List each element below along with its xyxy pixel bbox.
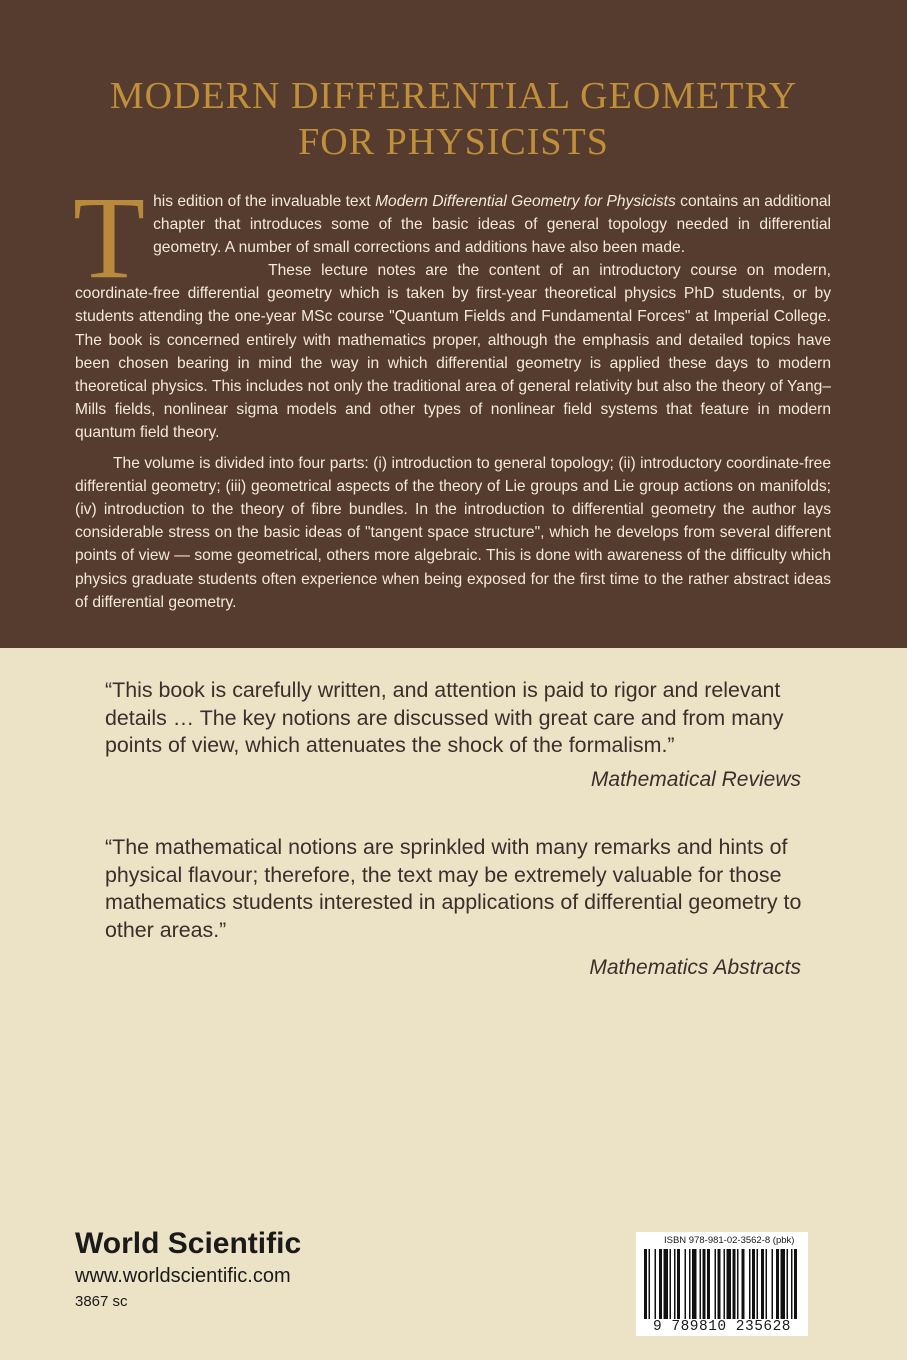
blurb-paragraph-1 <box>73 172 832 303</box>
product-code: 3867 sc <box>75 1293 128 1310</box>
barcode-box <box>636 1232 808 1336</box>
publisher-url: www.worldscientific.com <box>75 1265 291 1287</box>
blurb-p1-start: his edition of the invaluable text <box>153 193 376 210</box>
isbn-digits: 9 789810 235628 <box>652 1319 792 1335</box>
blurb-p1-end: contains an additional chapter that introduces some of the basic ideas of general topology needed in differential geometry. A number of small corrections and additions have also been made. <box>153 193 832 257</box>
blurb-book-title: Modern Differential Geometry for Physicists <box>375 193 676 210</box>
isbn-label: ISBN 978-981-02-3562-8 (pbk) <box>664 1235 795 1246</box>
blurb-paragraph-2: These lecture notes are the content of an introductory course on modern, coordinate-free differential geometry which is taken by first-year theoretical physics PhD students, or by students attending the one-year MSc course "Quantum Fields and Fundamental Forces" at Imperial College. The book is concerned entirely with mathematics proper, although the emphasis and detailed topics have been chosen bearing in mind the way in which differential geometry is applied these days to modern theoretical physics. This includes not only the traditional area of general relativity but also the theory of Yang–Mills fields, nonlinear sigma models and other types of nonlinear field systems that feature in modern quantum field theory. <box>75 262 831 441</box>
blurb-paragraph-3: The volume is divided into four parts: (i) introduction to general topology; (ii) introductory coordinate-free differential geometry; (iii) geometrical aspects of the theory of Lie groups and Lie group actions on manifolds; (iv) introduction to the theory of fibre bundles. In the introduction to differential geometry the author lays considerable stress on the basic ideas of "tangent space structure", which he develops from several different points of view — some geometrical, others more algebraic. This is done with awareness of the difficulty which physics graduate students often experience when being exposed for the first time to the rather abstract ideas of differential geometry. <box>75 455 831 611</box>
book-title-line1: MODERN DIFFERENTIAL GEOMETRY <box>109 75 798 117</box>
book-blurb <box>73 172 832 614</box>
review-quote-1: “This book is carefully written, and attention is paid to rigor and relevant details … The key notions are discussed with great care and from many points of view, which attenuates the shock of the formalism.” <box>105 678 784 757</box>
review-source-2: Mathematics Abstracts <box>589 956 801 979</box>
review-source-1: Mathematical Reviews <box>590 768 801 791</box>
drop-cap: T <box>73 172 146 303</box>
review-quote-2: “The mathematical notions are sprinkled with many remarks and hints of physical flavour; therefore, the text may be extremely valuable for those mathematics students interested in applications of differential geometry to other areas.” <box>105 835 802 942</box>
book-title-line2: FOR PHYSICISTS <box>298 121 609 163</box>
publisher-name: World Scientific <box>75 1227 302 1260</box>
barcode-icon <box>644 1249 800 1319</box>
